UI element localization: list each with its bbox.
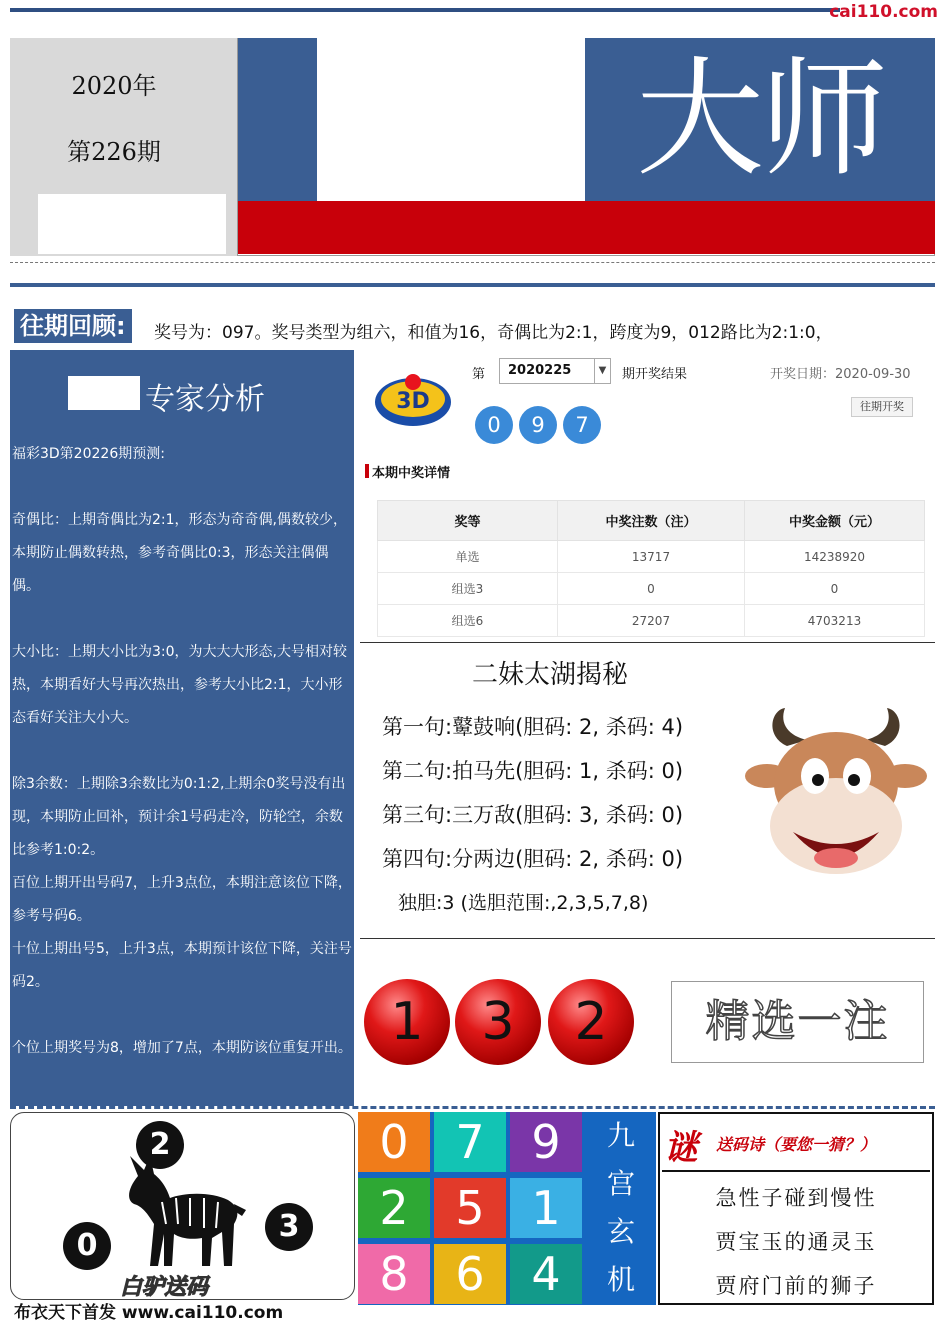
grid-cell: 4 (510, 1244, 582, 1304)
grid-label-char: 宫 (606, 1167, 635, 1200)
donkey-caption: 白驴送码 (120, 1275, 209, 1300)
analysis-spacer (12, 603, 352, 636)
chevron-down-icon[interactable]: ▼ (594, 359, 610, 383)
analysis-units: 个位上期奖号为8，增加了7点，本期防该位重复开出。 (12, 1040, 352, 1056)
grid-label (588, 1112, 654, 1305)
issue-suffix: 期开奖结果 (622, 367, 688, 382)
poem-line: 贾宝玉的通灵玉 (715, 1230, 877, 1254)
table-cell: 单选 (378, 541, 558, 573)
grid-label-char: 九 (606, 1119, 635, 1152)
analysis-spacer (12, 999, 352, 1032)
pick-ball: 3 (455, 979, 541, 1065)
grid-cell: 0 (358, 1112, 430, 1172)
history-draws-button[interactable]: 往期开奖 (851, 397, 913, 417)
column-header: 中奖金额（元） (745, 501, 925, 541)
poem-line: 贾府门前的狮子 (715, 1274, 877, 1298)
grid-label-char: 机 (606, 1263, 635, 1296)
issue-select[interactable] (499, 358, 611, 384)
svg-text:3D: 3D (396, 389, 430, 414)
blue-divider (10, 283, 935, 287)
grid-cell: 7 (434, 1112, 506, 1172)
riddle-line: 第二句:拍马先(胆码: 1, 杀码: 0) (382, 759, 684, 783)
table-cell: 0 (558, 573, 745, 605)
analysis-mod3: 除3余数：上期除3余数比为0:1:2,上期余0奖号没有出现，本期防止回补，预计余1号码走冷，防轮空，余数比参考1:0:2。 (12, 776, 346, 858)
analysis-line: 福彩3D第20226期预测: (12, 446, 165, 462)
review-text: 奖号为：097。奖号类型为组六，和值为16，奇偶比为2:1，跨度为9，012路比为2:1:0， (154, 323, 833, 343)
riddle-char: 谜 (664, 1128, 698, 1168)
donkey-number: 3 (265, 1203, 313, 1251)
prize-table (377, 500, 925, 637)
table-cell: 14238920 (745, 541, 925, 573)
riddle-line: 第三句:三万敌(胆码: 3, 杀码: 0) (382, 803, 684, 827)
draw-ball: 9 (519, 406, 557, 444)
analysis-hundreds: 百位上期开出号码7，上升3点位，本期注意该位下降，参考号码6。 (12, 875, 352, 924)
table-cell: 0 (745, 573, 925, 605)
grid-cell: 8 (358, 1244, 430, 1304)
riddle-line: 第四句:分两边(胆码: 2, 杀码: 0) (382, 847, 684, 871)
top-rule (10, 8, 840, 12)
grid-cell: 9 (510, 1112, 582, 1172)
table-row (378, 605, 925, 637)
draw-ball: 7 (563, 406, 601, 444)
table-row (378, 541, 925, 573)
header-year: 2020年 (71, 72, 157, 100)
issue-prefix: 第 (472, 367, 486, 382)
analysis-odd-even: 奇偶比：上期奇偶比为2:1，形态为奇奇偶,偶数较少，本期防止偶数转热，参考奇偶比0:3，形态关注偶偶偶。 (12, 512, 347, 594)
table-header-row (378, 501, 925, 541)
expert-analysis (12, 438, 352, 1065)
grid-cell: 1 (510, 1178, 582, 1238)
poem-rule (662, 1170, 930, 1172)
draw-date: 开奖日期：2020-09-30 (770, 367, 911, 382)
expert-title: 专家分析 (145, 382, 265, 417)
issue-select-value: 2020225 (508, 363, 572, 378)
detail-title: 本期中奖详情 (372, 466, 451, 481)
header-title: 大师 (635, 45, 884, 194)
draw-ball: 0 (475, 406, 513, 444)
analysis-spacer (12, 735, 352, 768)
solo-pick: 独胆:3 (选胆范围:,2,3,5,7,8) (398, 892, 649, 914)
header-red-band (238, 201, 935, 254)
table-cell: 27207 (558, 605, 745, 637)
column-header: 奖等 (378, 501, 558, 541)
grid-cell: 6 (434, 1244, 506, 1304)
detail-marker (365, 464, 369, 478)
footer-text[interactable]: 布衣天下首发 www.cai110.com (14, 1303, 284, 1322)
table-cell: 组选3 (378, 573, 558, 605)
grid-cell: 2 (358, 1178, 430, 1238)
header-blank-center (317, 38, 585, 201)
donkey-icon (124, 1154, 248, 1272)
column-header: 中奖注数（注） (558, 501, 745, 541)
review-label: 往期回顾: (14, 309, 132, 343)
section-divider (360, 642, 935, 643)
expert-name-blank (68, 376, 140, 410)
poem-heading: 送码诗（要您一猜？） (716, 1135, 877, 1154)
table-cell: 13717 (558, 541, 745, 573)
bull-mascot-icon (745, 706, 927, 886)
donkey-number: 0 (63, 1222, 111, 1270)
table-cell: 组选6 (378, 605, 558, 637)
poem-line: 急性子碰到慢性 (715, 1186, 877, 1210)
header-blank-left (38, 194, 226, 254)
analysis-big-small: 大小比：上期大小比为3:0，为大大大形态,大号相对较热，本期看好大号再次热出，参考大小比2:1，大小形态看好关注大小大。 (12, 644, 347, 726)
section-divider (360, 938, 935, 939)
pick-ball: 2 (548, 979, 634, 1065)
site-watermark[interactable]: cai110.com (829, 2, 938, 22)
grid-label-char: 玄 (606, 1215, 635, 1248)
dashed-divider (10, 262, 935, 263)
riddle-title: 二妹太湖揭秘 (472, 660, 629, 690)
dashed-divider (10, 1106, 935, 1109)
analysis-tens: 十位上期出号5，上升3点，本期预计该位下降，关注号码2。 (12, 941, 352, 990)
analysis-spacer (12, 471, 352, 504)
donkey-number: 2 (136, 1121, 184, 1169)
3d-logo-icon (372, 368, 454, 430)
table-cell: 4703213 (745, 605, 925, 637)
pick-label: 精选一注 (671, 981, 924, 1063)
grid-cell: 5 (434, 1178, 506, 1238)
header-issue: 第226期 (67, 138, 161, 166)
table-row (378, 573, 925, 605)
riddle-line: 第一句:鼙鼓响(胆码: 2, 杀码: 4) (382, 715, 684, 739)
pick-ball: 1 (364, 979, 450, 1065)
